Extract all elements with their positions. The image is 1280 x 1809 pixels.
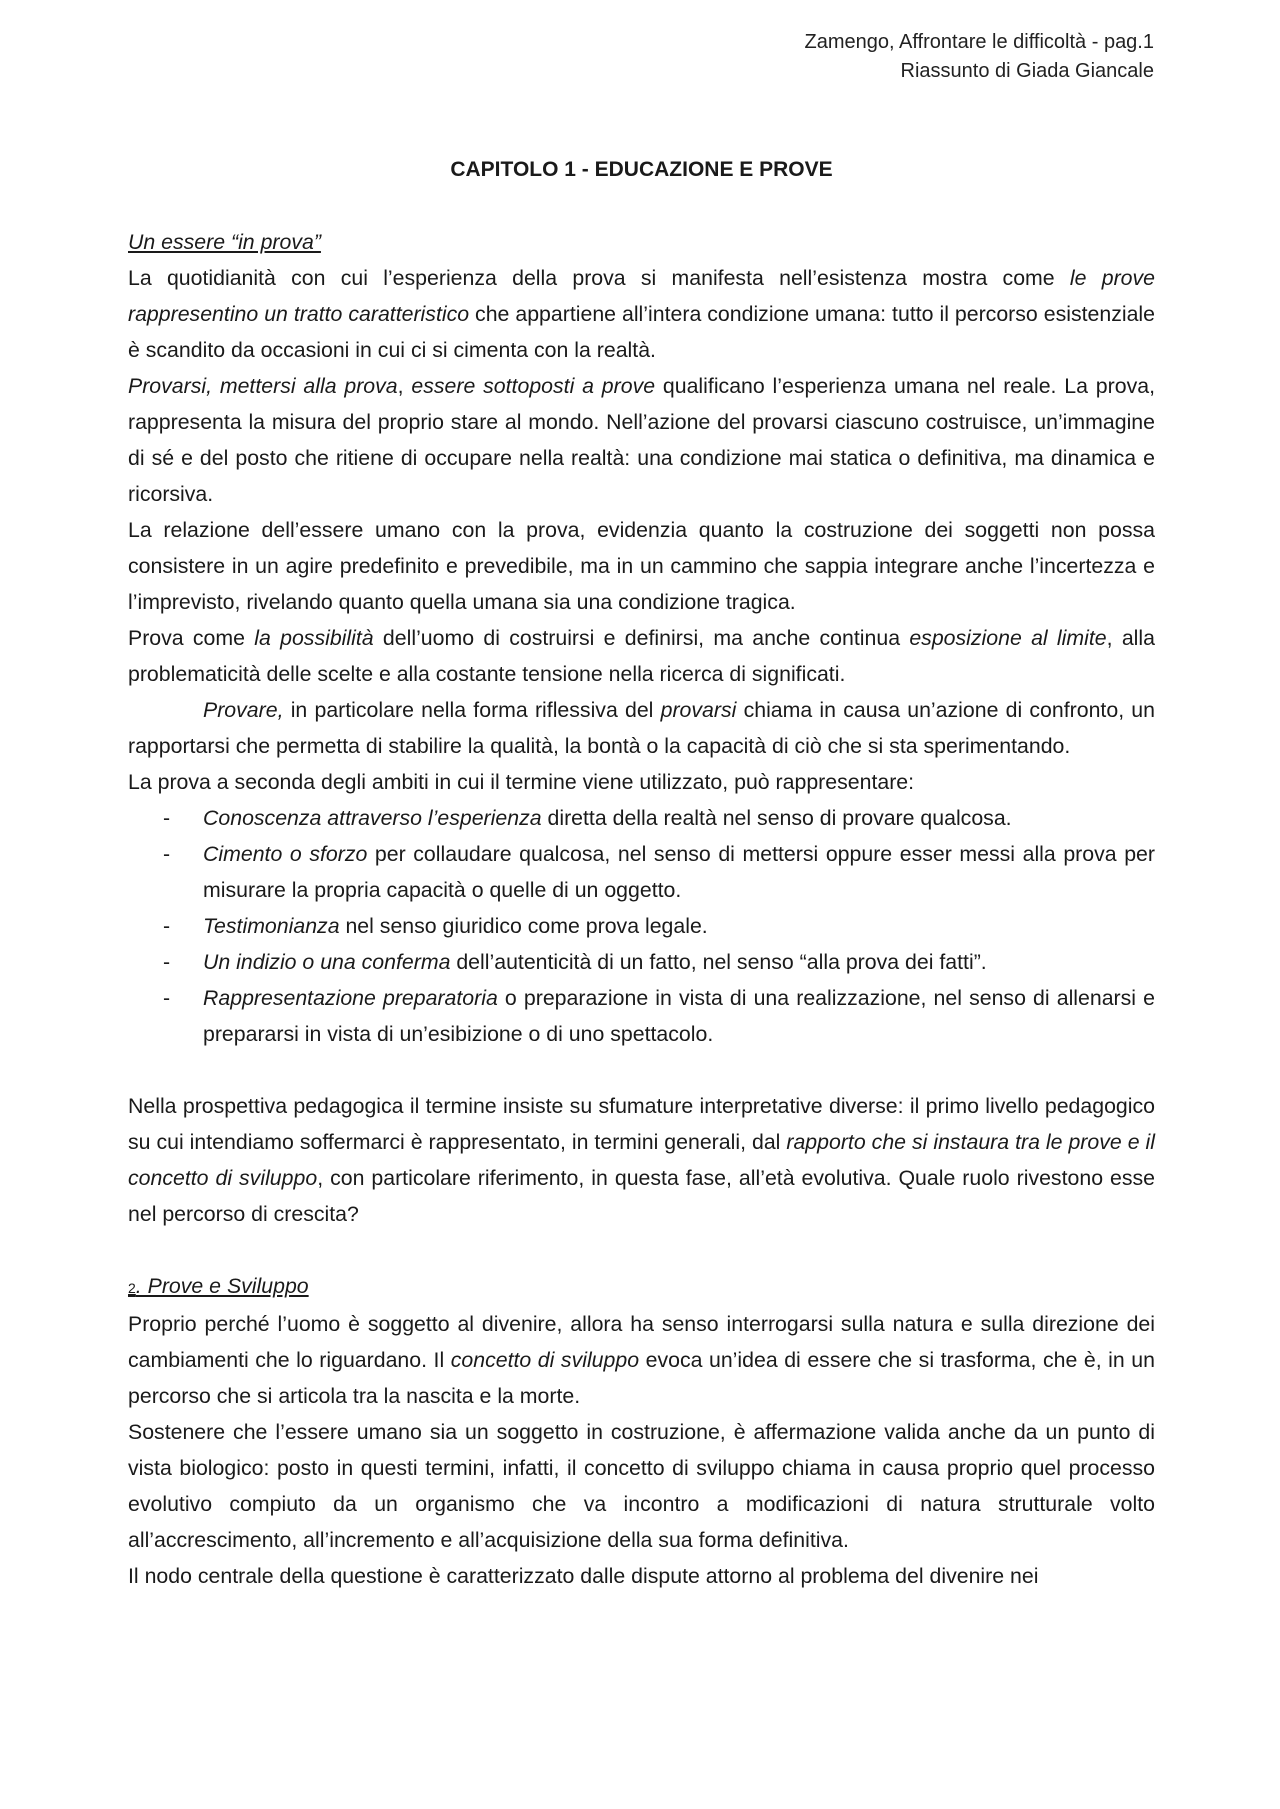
text-run: , alla problematicità delle scelte e alla costante tensione nella ricerca di significati. bbox=[128, 626, 1155, 686]
section-2-title bbox=[128, 1268, 1155, 1306]
emphasis-run: concetto di sviluppo bbox=[450, 1348, 640, 1372]
emphasis-run: essere sottoposti a prove bbox=[411, 374, 656, 398]
text-run: dell’autenticità di un fatto, nel senso “alla prova dei fatti”. bbox=[450, 950, 987, 974]
emphasis-run: Cimento o sforzo bbox=[203, 842, 368, 866]
page-header bbox=[805, 28, 1154, 86]
paragraph: Sostenere che l’essere umano sia un soggetto in costruzione, è affermazione valida anche da un punto di vista biologico: posto in questi termini, infatti, il concetto di sviluppo chiama in causa proprio quel processo evolutivo compiuto da un organismo che va incontro a modificazioni di natura strutturale volto all’accrescimento, all’incremento e all’acquisizione della sua forma definitiva. bbox=[128, 1420, 1155, 1552]
paragraph bbox=[128, 1088, 1155, 1232]
section-1-title-text: Un essere “in prova” bbox=[128, 230, 321, 254]
document-body bbox=[128, 152, 1155, 1594]
header-line-2: Riassunto di Giada Giancale bbox=[900, 60, 1154, 82]
text-run: in particolare nella forma riflessiva del bbox=[283, 698, 661, 722]
paragraph bbox=[128, 692, 1155, 764]
spacer bbox=[128, 1232, 1155, 1268]
paragraph bbox=[128, 1306, 1155, 1414]
emphasis-run: Rappresentazione preparatoria bbox=[203, 986, 498, 1010]
text-run: , bbox=[397, 374, 412, 398]
text-run: , con particolare riferimento, in questa fase, all’età evolutiva. Quale ruolo rivestono esse nel percorso di crescita? bbox=[128, 1166, 1155, 1226]
paragraph bbox=[128, 260, 1155, 368]
paragraph: La relazione dell’essere umano con la prova, evidenzia quanto la costruzione dei soggetti non possa consistere in un agire predefinito e prevedibile, ma in un cammino che sappia integrare anche l’incertezza e l’imprevisto, rivelando quanto quella umana sia una condizione tragica. bbox=[128, 518, 1155, 614]
emphasis-run: provarsi bbox=[660, 698, 737, 722]
list-item bbox=[128, 944, 1155, 980]
text-run: evoca un’idea di essere che si trasforma, che è, in un percorso che si articola tra la nascita e la morte. bbox=[128, 1348, 1155, 1408]
emphasis-run: Provarsi, mettersi alla prova bbox=[128, 374, 398, 398]
spacer bbox=[128, 1052, 1155, 1088]
text-run: La quotidianità con cui l’esperienza della prova si manifesta nell’esistenza mostra come bbox=[128, 266, 1070, 290]
list-dash: - bbox=[163, 986, 171, 1010]
text-run: qualificano l’esperienza umana nel reale. La prova, rappresenta la misura del proprio stare al mondo. Nell’azione del provarsi ciascuno costruisce, un’immagine di sé e del posto che ritiene di occupare nella realtà: una condizione mai statica o definitiva, ma dinamica e ricorsiva. bbox=[128, 374, 1155, 506]
emphasis-run: la possibilità bbox=[254, 626, 374, 650]
list-dash: - bbox=[163, 914, 171, 938]
text-run: Nella prospettiva pedagogica il termine insiste su sfumature interpretative diverse: il primo livello pedagogico su cui intendiamo soffermarci è rappresentato, in termini generali, dal bbox=[128, 1094, 1155, 1154]
text-run: diretta della realtà nel senso di provare qualcosa. bbox=[541, 806, 1012, 830]
paragraph bbox=[128, 620, 1155, 692]
emphasis-run: Testimonianza bbox=[203, 914, 340, 938]
list-item bbox=[128, 908, 1155, 944]
paragraph bbox=[128, 368, 1155, 512]
list-dash: - bbox=[163, 842, 171, 866]
text-run: nel senso giuridico come prova legale. bbox=[339, 914, 708, 938]
text-run: Proprio perché l’uomo è soggetto al divenire, allora ha senso interrogarsi sulla natura e sulla direzione dei cambiamenti che lo riguardano. Il bbox=[128, 1312, 1155, 1372]
list-item bbox=[128, 836, 1155, 908]
text-run: per collaudare qualcosa, nel senso di mettersi oppure esser messi alla prova per misurare la propria capacità o quelle di un oggetto. bbox=[203, 842, 1155, 902]
section-1-title bbox=[128, 224, 1155, 260]
bullet-list bbox=[128, 800, 1155, 1052]
paragraph: Il nodo centrale della questione è caratterizzato dalle dispute attorno al problema del divenire nei bbox=[128, 1564, 1039, 1588]
emphasis-run: Un indizio o una conferma bbox=[203, 950, 451, 974]
emphasis-run: esposizione al limite bbox=[909, 626, 1107, 650]
paragraph: La prova a seconda degli ambiti in cui il termine viene utilizzato, può rappresentare: bbox=[128, 770, 915, 794]
text-run: chiama in causa un’azione di confronto, un rapportarsi che permetta di stabilire la qualità, la bontà o la capacità di ciò che si sta sperimentando. bbox=[128, 698, 1155, 758]
list-item bbox=[128, 980, 1155, 1052]
text-run: dell’uomo di costruirsi e definirsi, ma anche continua bbox=[373, 626, 910, 650]
section-2-title-text: . Prove e Sviluppo bbox=[135, 1274, 309, 1298]
chapter-title: CAPITOLO 1 - EDUCAZIONE E PROVE bbox=[450, 158, 833, 181]
text-run: o preparazione in vista di una realizzazione, nel senso di allenarsi e prepararsi in vista di un’esibizione o di uno spettacolo. bbox=[203, 986, 1155, 1046]
emphasis-run: Conoscenza attraverso l’esperienza bbox=[203, 806, 542, 830]
section-2-number: 2 bbox=[128, 1280, 136, 1296]
header-line-1: Zamengo, Affrontare le difficoltà - pag.1 bbox=[804, 31, 1154, 53]
text-run: Prova come bbox=[128, 626, 255, 650]
list-item bbox=[128, 800, 1155, 836]
text-run: che appartiene all’intera condizione umana: tutto il percorso esistenziale è scandito da occasioni in cui ci si cimenta con la realtà. bbox=[128, 302, 1156, 362]
emphasis-run: le prove rappresentino un tratto caratteristico bbox=[128, 266, 1155, 326]
list-dash: - bbox=[163, 950, 171, 974]
list-dash: - bbox=[163, 806, 171, 830]
emphasis-run: rapporto che si instaura tra le prove e il concetto di sviluppo bbox=[128, 1130, 1155, 1190]
emphasis-run: Provare, bbox=[203, 698, 284, 722]
